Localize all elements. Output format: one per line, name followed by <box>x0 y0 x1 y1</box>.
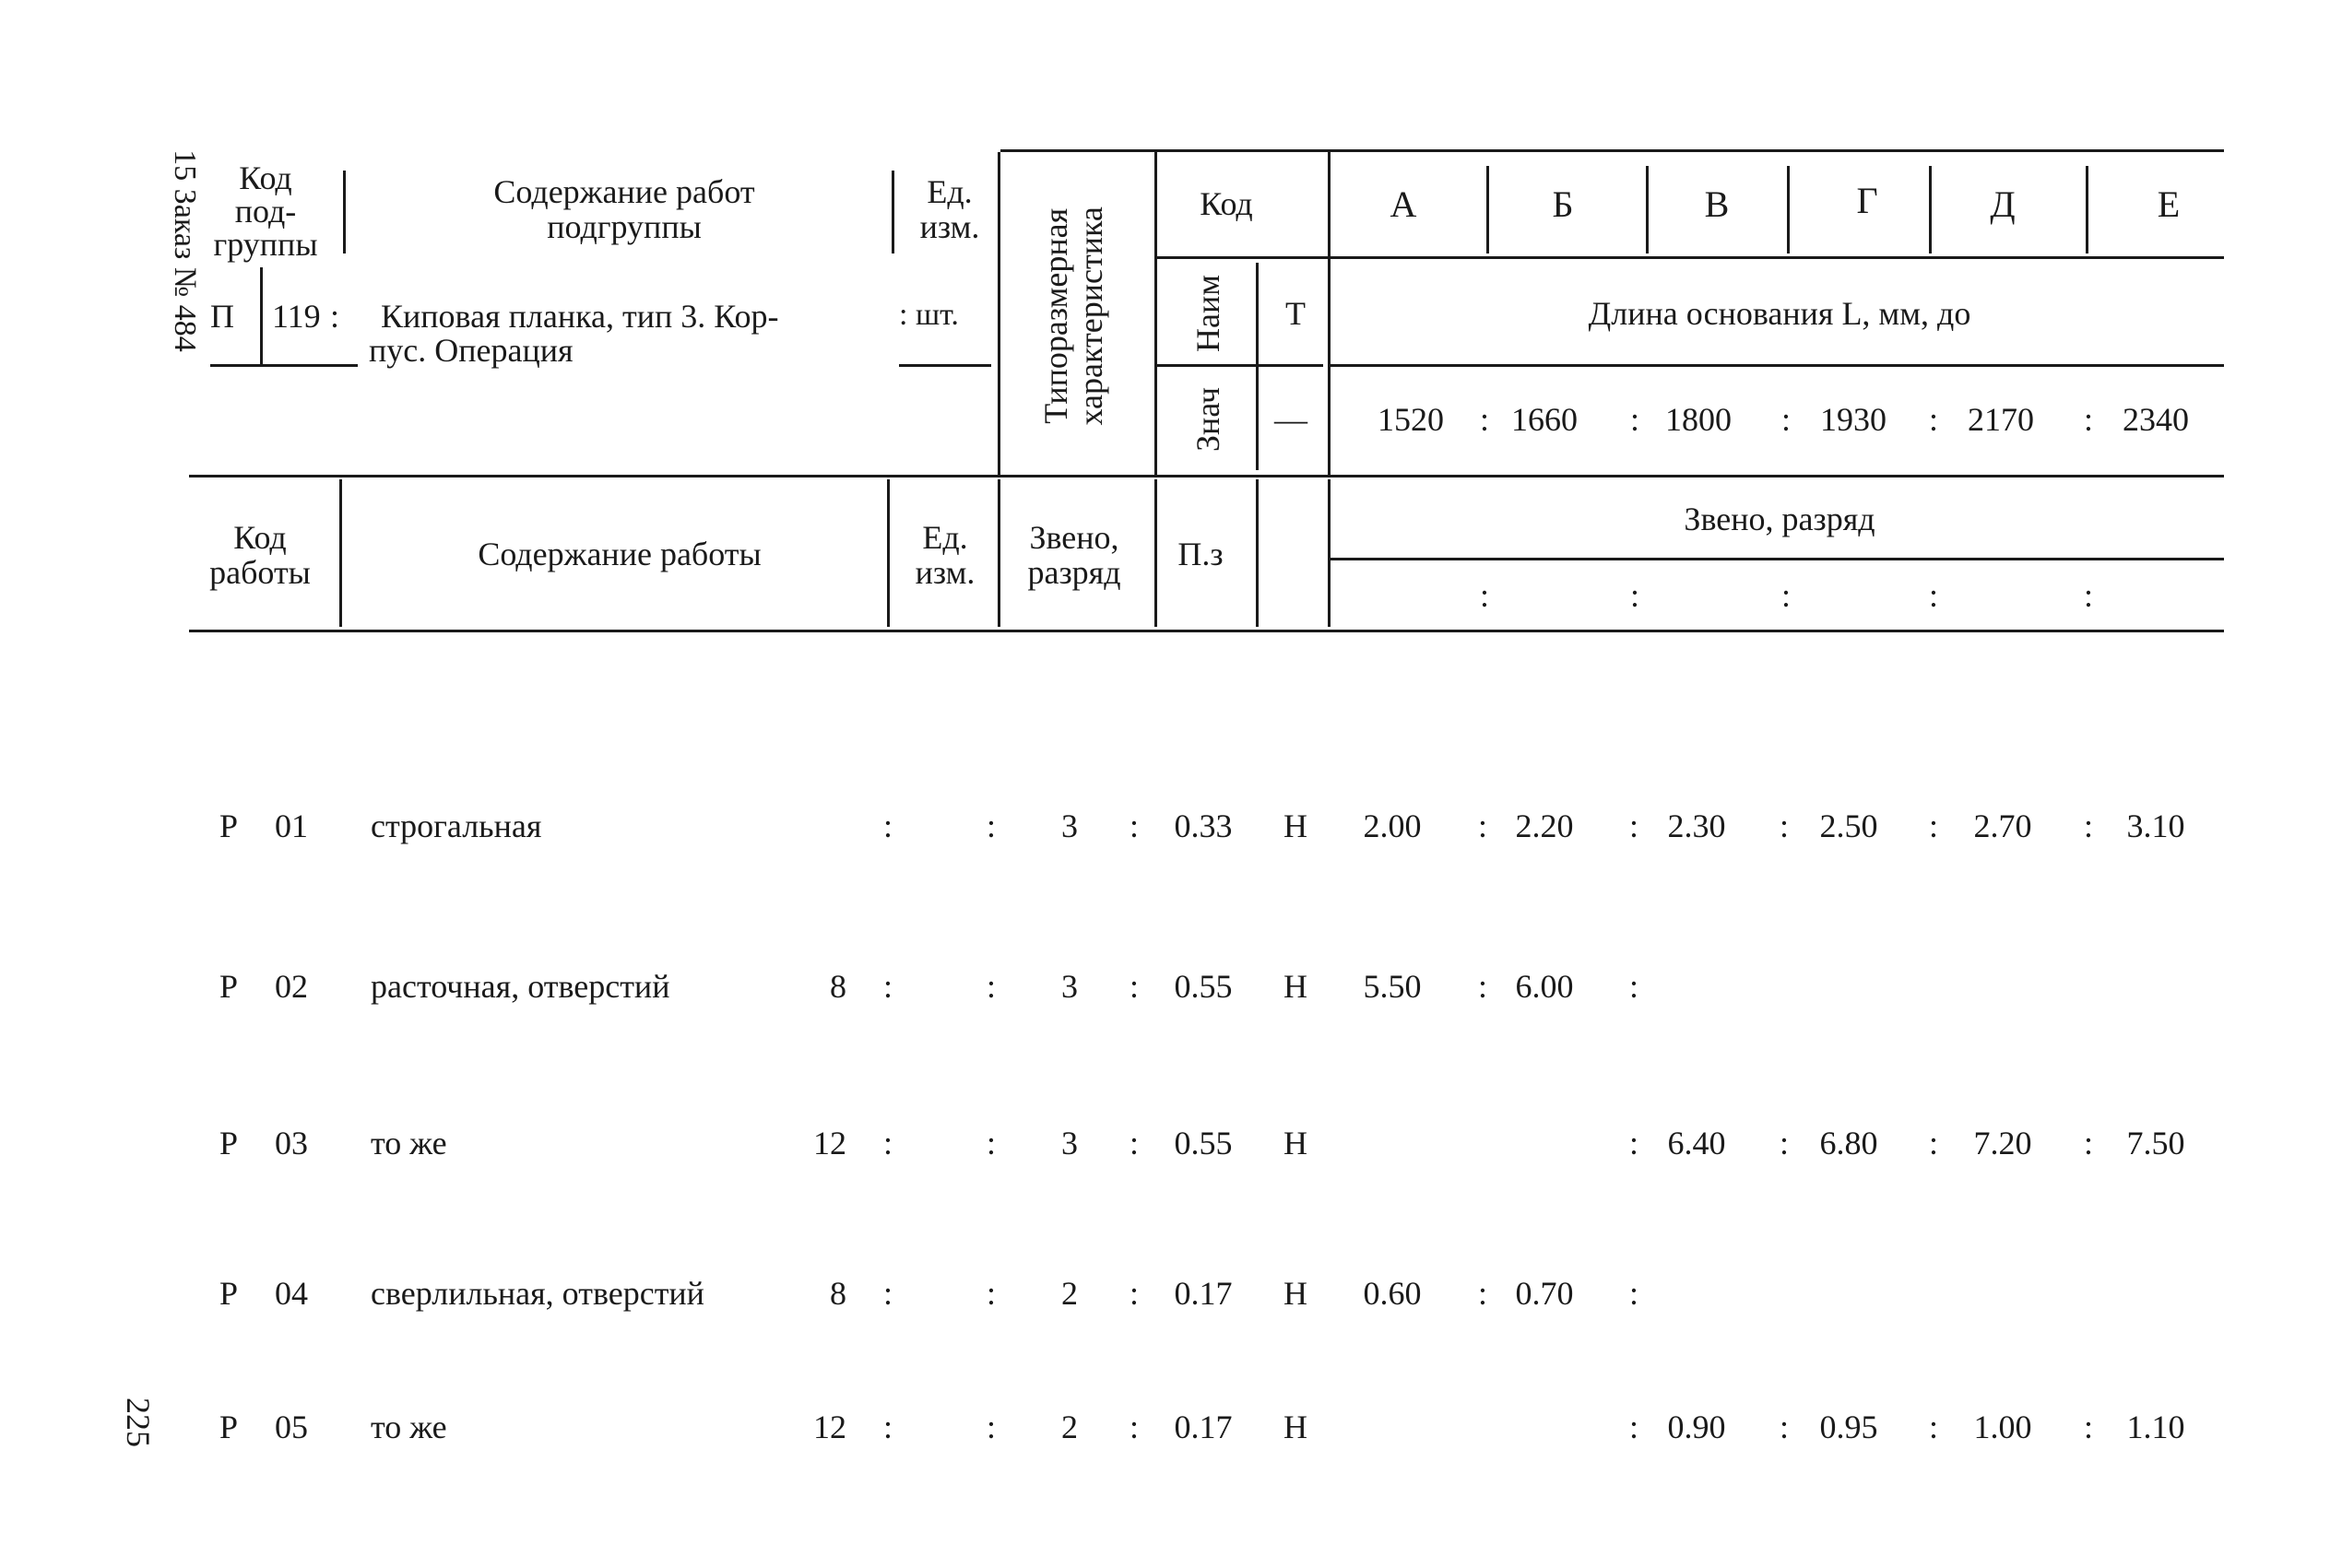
row-value: 6.00 <box>1515 968 1574 1005</box>
length-value: 1930 <box>1820 401 1887 438</box>
subgroup-content-header: Содержание работ подгруппы <box>493 173 755 245</box>
vrule <box>1154 479 1157 627</box>
work-code-header: Код работы <box>209 519 311 591</box>
order-note: 15 Заказ № 484 <box>168 149 202 352</box>
rule-subgroup-code <box>210 364 358 367</box>
row-sep: : <box>2083 1125 2094 1161</box>
row-code: 05 <box>275 1409 308 1445</box>
length-value: 2170 <box>1968 401 2034 438</box>
rule-header-mid <box>1157 256 2224 259</box>
dash: — <box>1274 401 1307 438</box>
row-sep: : <box>1129 1125 1140 1161</box>
row-value: 0.60 <box>1363 1275 1422 1312</box>
sep: : <box>1629 577 1640 614</box>
row-value: 2.50 <box>1819 808 1878 844</box>
sep: : <box>1928 401 1939 438</box>
vrule <box>1787 166 1790 253</box>
row-pz: 0.55 <box>1174 1125 1233 1161</box>
group-p: П <box>210 298 234 335</box>
rule-subgroup-unit <box>899 364 991 367</box>
row-pz: 0.17 <box>1174 1409 1233 1445</box>
letter-b: Б <box>1552 183 1574 225</box>
sep: : <box>1479 401 1490 438</box>
row-value: 1.00 <box>1973 1409 2032 1445</box>
vrule <box>1256 263 1259 364</box>
row-link: 3 <box>1061 808 1078 844</box>
row-qty: 8 <box>830 1275 846 1312</box>
vrule <box>343 171 346 253</box>
row-value: 1.10 <box>2126 1409 2185 1445</box>
rule-zveno <box>1330 558 2224 560</box>
row-code: 03 <box>275 1125 308 1161</box>
row-sep: : <box>1628 968 1639 1005</box>
row-sep: : <box>1477 808 1488 844</box>
sep: : <box>1479 577 1490 614</box>
row-value: 7.20 <box>1973 1125 2032 1161</box>
row-sep: : <box>882 1275 893 1312</box>
row-pz: 0.33 <box>1174 808 1233 844</box>
work-unit-header: Ед. изм. <box>915 519 976 591</box>
vrule <box>892 171 894 253</box>
row-qty: 12 <box>813 1409 846 1445</box>
group-title-1: Киповая планка, тип 3. Кор- <box>381 298 779 335</box>
row-value: 2.70 <box>1973 808 2032 844</box>
row-link: 3 <box>1061 968 1078 1005</box>
row-sep: : <box>986 968 997 1005</box>
row-name: сверлильная, отверстий <box>371 1275 704 1312</box>
row-name: то же <box>371 1125 447 1161</box>
group-title-2: пус. Операция <box>369 332 574 369</box>
row-sep: : <box>1129 1275 1140 1312</box>
row-p: Р <box>219 1275 239 1312</box>
row-sep: : <box>1928 1409 1939 1445</box>
row-value: 6.40 <box>1667 1125 1726 1161</box>
vrule <box>1929 166 1932 253</box>
row-value: 6.80 <box>1819 1125 1878 1161</box>
vrule <box>1328 479 1331 627</box>
naim-label: Наим <box>1189 274 1226 353</box>
row-sep: : <box>986 808 997 844</box>
row-name: расточная, отверстий <box>371 968 670 1005</box>
row-value: 2.20 <box>1515 808 1574 844</box>
row-name: то же <box>371 1409 447 1445</box>
length-value: 1800 <box>1665 401 1732 438</box>
length-value: 1660 <box>1511 401 1578 438</box>
group-unit: : шт. <box>899 298 959 332</box>
row-sep: : <box>882 1125 893 1161</box>
row-p: Р <box>219 808 239 844</box>
vrule <box>887 479 890 627</box>
t-label: Т <box>1285 295 1306 332</box>
row-n: Н <box>1283 1125 1307 1161</box>
row-sep: : <box>882 1409 893 1445</box>
vrule <box>339 479 342 627</box>
row-p: Р <box>219 1125 239 1161</box>
row-value: 7.50 <box>2126 1125 2185 1161</box>
row-value: 0.90 <box>1667 1409 1726 1445</box>
row-sep: : <box>882 968 893 1005</box>
row-qty: 12 <box>813 1125 846 1161</box>
row-pz: 0.17 <box>1174 1275 1233 1312</box>
row-sep: : <box>1928 808 1939 844</box>
row-sep: : <box>1129 1409 1140 1445</box>
row-sep: : <box>882 808 893 844</box>
row-sep: : <box>2083 808 2094 844</box>
row-value: 2.00 <box>1363 808 1422 844</box>
row-name: строгальная <box>371 808 542 844</box>
row-sep: : <box>1779 808 1790 844</box>
subgroup-code-header: Код под- группы <box>213 159 318 263</box>
row-sep: : <box>1477 1275 1488 1312</box>
row-p: Р <box>219 968 239 1005</box>
row-n: Н <box>1283 1409 1307 1445</box>
rule-length <box>1330 364 2224 367</box>
row-sep: : <box>1628 1125 1639 1161</box>
row-link: 2 <box>1061 1275 1078 1312</box>
work-content-header: Содержание работы <box>478 536 762 572</box>
link-grade-title: Звено, разряд <box>1684 501 1875 537</box>
row-code: 04 <box>275 1275 308 1312</box>
row-value: 0.95 <box>1819 1409 1878 1445</box>
sep: : <box>1629 401 1640 438</box>
sep: : <box>2083 577 2094 614</box>
row-sep: : <box>1477 968 1488 1005</box>
rule-header-sep <box>189 475 2224 477</box>
sep: : <box>1780 401 1792 438</box>
row-sep: : <box>986 1125 997 1161</box>
row-code: 02 <box>275 968 308 1005</box>
row-sep: : <box>1628 1275 1639 1312</box>
vrule <box>1256 364 1259 470</box>
vrule <box>2086 166 2088 253</box>
row-value: 2.30 <box>1667 808 1726 844</box>
row-sep: : <box>1628 1409 1639 1445</box>
vrule <box>1154 152 1157 475</box>
row-link: 3 <box>1061 1125 1078 1161</box>
group-colon: : <box>330 298 340 335</box>
pz-header: П.з <box>1177 536 1224 572</box>
typesize-header: Типоразмерная характеристика <box>1037 206 1109 426</box>
row-value: 3.10 <box>2126 808 2185 844</box>
row-sep: : <box>2083 1409 2094 1445</box>
unit-header: Ед. изм. <box>919 173 980 245</box>
group-number: 119 <box>272 298 321 335</box>
row-sep: : <box>986 1275 997 1312</box>
row-sep: : <box>1779 1125 1790 1161</box>
vrule <box>998 152 1000 475</box>
row-sep: : <box>1779 1409 1790 1445</box>
link-grade-header: Звено, разряд <box>1027 519 1121 591</box>
letter-g: Г <box>1856 180 1878 221</box>
row-n: Н <box>1283 968 1307 1005</box>
letter-e: Е <box>2157 183 2181 225</box>
znach-label: Знач <box>1189 387 1226 452</box>
letter-a: А <box>1390 183 1417 225</box>
row-sep: : <box>1129 968 1140 1005</box>
kod-header: Код <box>1200 185 1253 222</box>
length-value: 2340 <box>2123 401 2189 438</box>
vrule <box>1328 152 1331 475</box>
row-value: 0.70 <box>1515 1275 1574 1312</box>
letter-d: Д <box>1990 183 2016 225</box>
row-n: Н <box>1283 808 1307 844</box>
rule-top <box>1000 149 2224 152</box>
vrule <box>260 267 263 364</box>
length-title: Длина основания L, мм, до <box>1588 295 1971 332</box>
row-n: Н <box>1283 1275 1307 1312</box>
vrule <box>998 479 1000 627</box>
vrule <box>1486 166 1489 253</box>
length-value: 1520 <box>1378 401 1444 438</box>
letter-v: В <box>1704 183 1730 225</box>
vrule <box>1256 479 1259 627</box>
row-value: 5.50 <box>1363 968 1422 1005</box>
page-number: 225 <box>120 1397 157 1447</box>
sep: : <box>2083 401 2094 438</box>
row-sep: : <box>1928 1125 1939 1161</box>
row-qty: 8 <box>830 968 846 1005</box>
sep: : <box>1928 577 1939 614</box>
row-code: 01 <box>275 808 308 844</box>
row-sep: : <box>986 1409 997 1445</box>
row-p: Р <box>219 1409 239 1445</box>
vrule <box>1646 166 1649 253</box>
rule-header-bottom <box>189 630 2224 632</box>
rule-naim <box>1157 364 1323 367</box>
row-pz: 0.55 <box>1174 968 1233 1005</box>
row-sep: : <box>1628 808 1639 844</box>
row-link: 2 <box>1061 1409 1078 1445</box>
row-sep: : <box>1129 808 1140 844</box>
sep: : <box>1780 577 1792 614</box>
